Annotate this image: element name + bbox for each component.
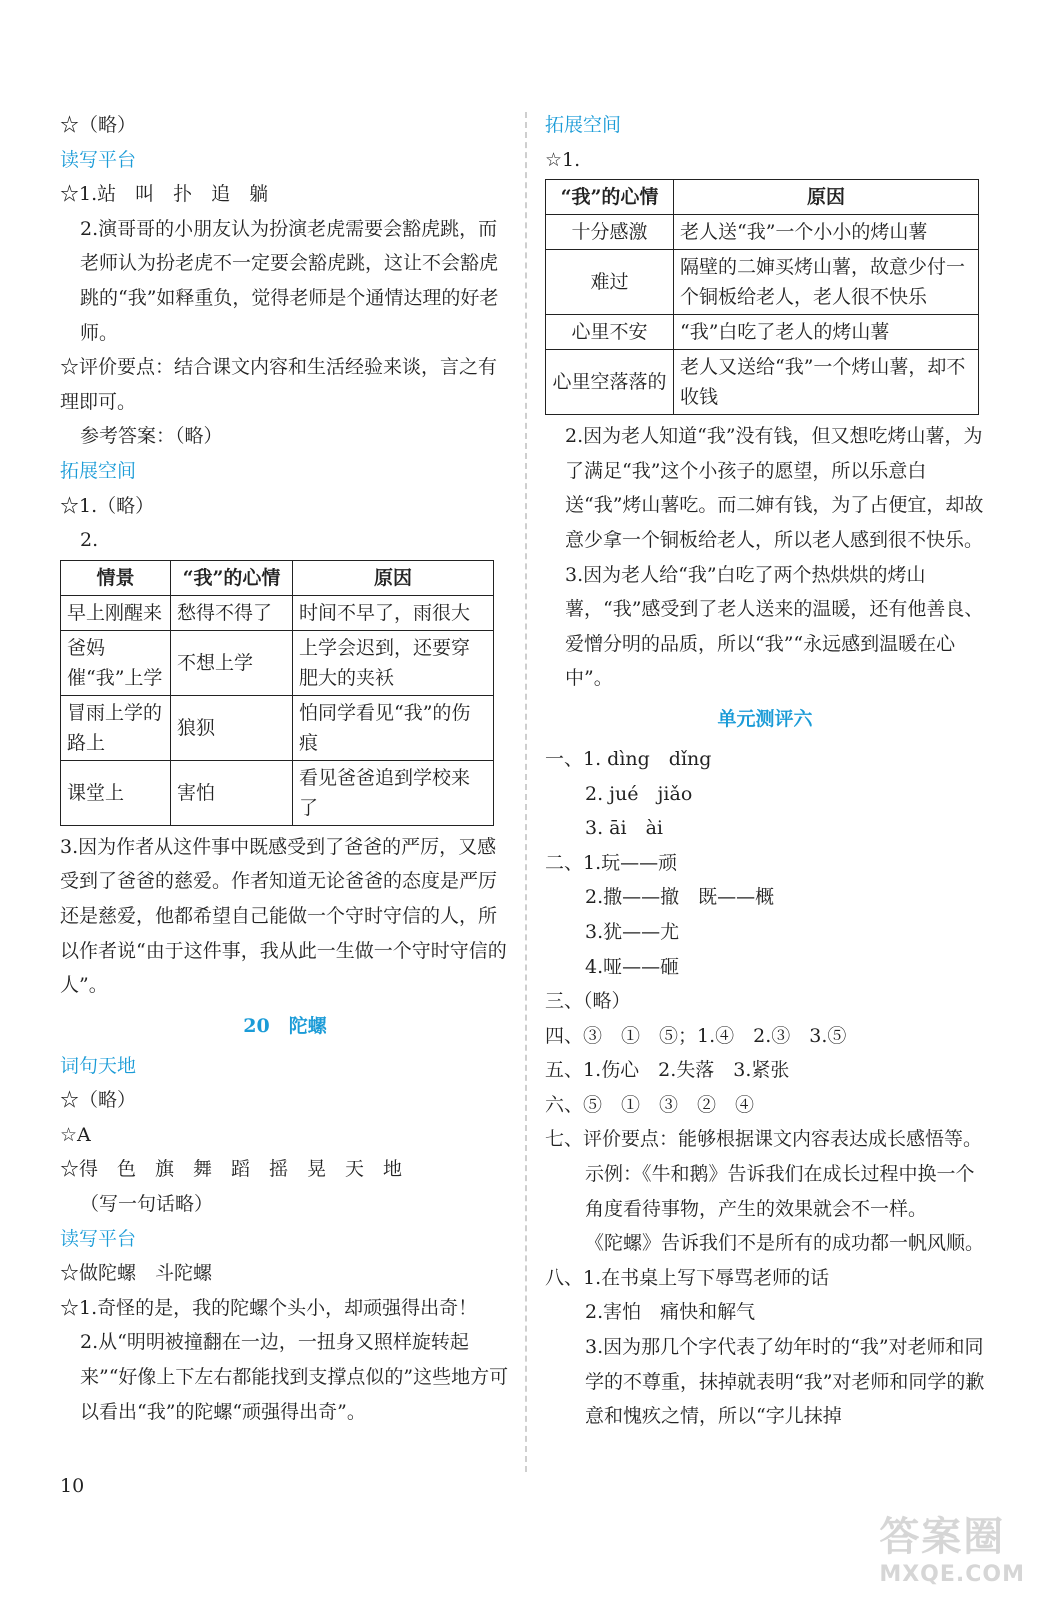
answer-line: 3.犹——尤	[585, 920, 680, 943]
answer-line: ☆做陀螺 斗陀螺	[60, 1262, 213, 1285]
table-cell: 早上刚醒来	[61, 595, 171, 630]
answer-line: （写一句话略）	[80, 1193, 214, 1216]
table-cell: 爸妈催“我”上学	[61, 630, 171, 695]
watermark-text: 答案圈	[879, 1514, 1006, 1560]
answer-line: 2. jué jiǎo	[585, 782, 693, 805]
watermark-url: MXQE.COM	[879, 1562, 1025, 1587]
feeling-table	[545, 179, 979, 415]
section-heading: 拓展空间	[60, 459, 137, 482]
answer-line: ☆A	[60, 1123, 91, 1146]
answer-line: ☆1.（略）	[60, 494, 155, 517]
answer-line: 参考答案：（略）	[80, 425, 223, 448]
table-row	[61, 595, 494, 630]
table-cell: “我”白吃了老人的烤山薯	[674, 315, 979, 350]
section-heading: 读写平台	[60, 1227, 137, 1250]
table-row	[61, 695, 494, 760]
answer-line: 2.撒——撤 既——概	[585, 886, 775, 909]
answer-line: 4.哑——砸	[585, 955, 680, 978]
table-row	[546, 350, 979, 415]
answer-line: 四、③ ① ⑤；1.④ 2.③ 3.⑤	[545, 1024, 847, 1047]
table-cell: 难过	[546, 250, 674, 315]
table-header: “我”的心情	[546, 180, 674, 215]
answer-paragraph: 示例：《牛和鹅》告诉我们在成长过程中换一个角度看待事物，产生的效果就会不一样。	[585, 1163, 975, 1220]
answer-paragraph: 《陀螺》告诉我们不是所有的成功都一帆风顺。	[585, 1232, 985, 1255]
table-header: “我”的心情	[171, 560, 293, 595]
section-heading: 拓展空间	[545, 114, 622, 136]
table-header-row	[61, 560, 494, 595]
table-row	[546, 215, 979, 250]
table-cell: 狼狈	[171, 695, 293, 760]
table-header: 原因	[674, 180, 979, 215]
answer-line: 八、1.在书桌上写下辱骂老师的话	[545, 1266, 830, 1289]
answer-line: 二、1.玩——顽	[545, 851, 678, 874]
table-cell: 心里不安	[546, 315, 674, 350]
table-row	[546, 250, 979, 315]
answer-line: 一、1. dìng dǐng	[545, 747, 712, 770]
table-header-row	[546, 180, 979, 215]
table-cell: 害怕	[171, 760, 293, 825]
lesson-title: 20 陀螺	[243, 1014, 327, 1037]
table-row	[61, 630, 494, 695]
table-cell: 老人又送给“我”一个烤山薯，却不收钱	[674, 350, 979, 415]
table-cell: 隔壁的二婶买烤山薯，故意少付一个铜板给老人，老人很不快乐	[674, 250, 979, 315]
table-cell: 时间不早了，雨很大	[293, 595, 494, 630]
answer-paragraph: 2.演哥哥的小朋友认为扮演老虎需要会豁虎跳，而老师认为扮老虎不一定要会豁虎跳，这让不会豁虎跳的“我”如释重负，觉得老师是个通情达理的好老师。	[80, 217, 499, 344]
answer-line: 2.	[80, 529, 99, 552]
section-heading: 词句天地	[60, 1054, 137, 1077]
table-cell: 老人送“我”一个小小的烤山薯	[674, 215, 979, 250]
answer-line: 3. āi ài	[585, 817, 663, 840]
column-divider	[525, 112, 527, 1472]
answer-paragraph: 2.因为老人知道“我”没有钱，但又想吃烤山薯，为了满足“我”这个小孩子的愿望，所以乐意白送“我”烤山薯吃。而二婶有钱，为了占便宜，却故意少拿一个铜板给老人，所以老人感到很不快乐。	[565, 425, 984, 551]
answer-line: 2.害怕 痛快和解气	[585, 1301, 756, 1324]
answer-line: ☆1.奇怪的是，我的陀螺个头小，却顽强得出奇！	[60, 1296, 478, 1319]
answer-line: ☆（略）	[60, 114, 137, 136]
left-column	[60, 108, 510, 1429]
right-column	[545, 108, 985, 1434]
answer-line: ☆（略）	[60, 1089, 137, 1112]
table-header: 原因	[293, 560, 494, 595]
mood-table	[60, 560, 494, 826]
answer-line: ☆1.站 叫 扑 追 躺	[60, 183, 269, 206]
table-header: 情景	[61, 560, 171, 595]
answer-line: 五、1.伤心 2.失落 3.紧张	[545, 1059, 790, 1082]
table-cell: 怕同学看见“我”的伤痕	[293, 695, 494, 760]
table-cell: 上学会迟到，还要穿肥大的夹袄	[293, 630, 494, 695]
section-heading: 读写平台	[60, 148, 137, 171]
table-cell: 十分感激	[546, 215, 674, 250]
table-cell: 不想上学	[171, 630, 293, 695]
table-row	[546, 315, 979, 350]
answer-paragraph: ☆评价要点：结合课文内容和生活经验来谈，言之有理即可。	[60, 356, 498, 413]
unit-title: 单元测评六	[717, 707, 813, 730]
table-cell: 课堂上	[61, 760, 171, 825]
answer-line: 六、⑤ ① ③ ② ④	[545, 1093, 755, 1116]
answer-line: 七、评价要点：能够根据课文内容表达成长感悟等。	[545, 1128, 983, 1151]
answer-line: ☆得 色 旗 舞 蹈 摇 晃 天 地	[60, 1158, 403, 1181]
table-cell: 心里空落落的	[546, 350, 674, 415]
answer-paragraph: 2.从“明明被撞翻在一边，一扭身又照样旋转起来”“好像上下左右都能找到支撑点似的”这些地方可以看出“我”的陀螺“顽强得出奇”。	[80, 1331, 509, 1423]
page-number: 10	[60, 1475, 85, 1497]
answer-line: 三、（略）	[545, 990, 631, 1013]
table-row	[61, 760, 494, 825]
table-cell: 看见爸爸追到学校来了	[293, 760, 494, 825]
table-cell: 冒雨上学的路上	[61, 695, 171, 760]
answer-paragraph: 3.因为老人给“我”白吃了两个热烘烘的烤山薯，“我”感受到了老人送来的温暖，还有他善良、爱憎分明的品质，所以“我”“永远感到温暖在心中”。	[565, 563, 984, 690]
answer-line: ☆1.	[545, 148, 581, 171]
answer-paragraph: 3.因为那几个字代表了幼年时的“我”对老师和同学的不尊重，抹掉就表明“我”对老师和同学的歉意和愧疚之情，所以“字儿抹掉	[585, 1336, 985, 1428]
table-cell: 愁得不得了	[171, 595, 293, 630]
watermark-logo	[879, 1505, 1025, 1587]
answer-paragraph: 3.因为作者从这件事中既感受到了爸爸的严厉，又感受到了爸爸的慈爱。作者知道无论爸爸的态度是严厉还是慈爱，他都希望自己能做一个守时守信的人，所以作者说“由于这件事，我从此一生做一个守时守信的人”。	[60, 835, 507, 997]
